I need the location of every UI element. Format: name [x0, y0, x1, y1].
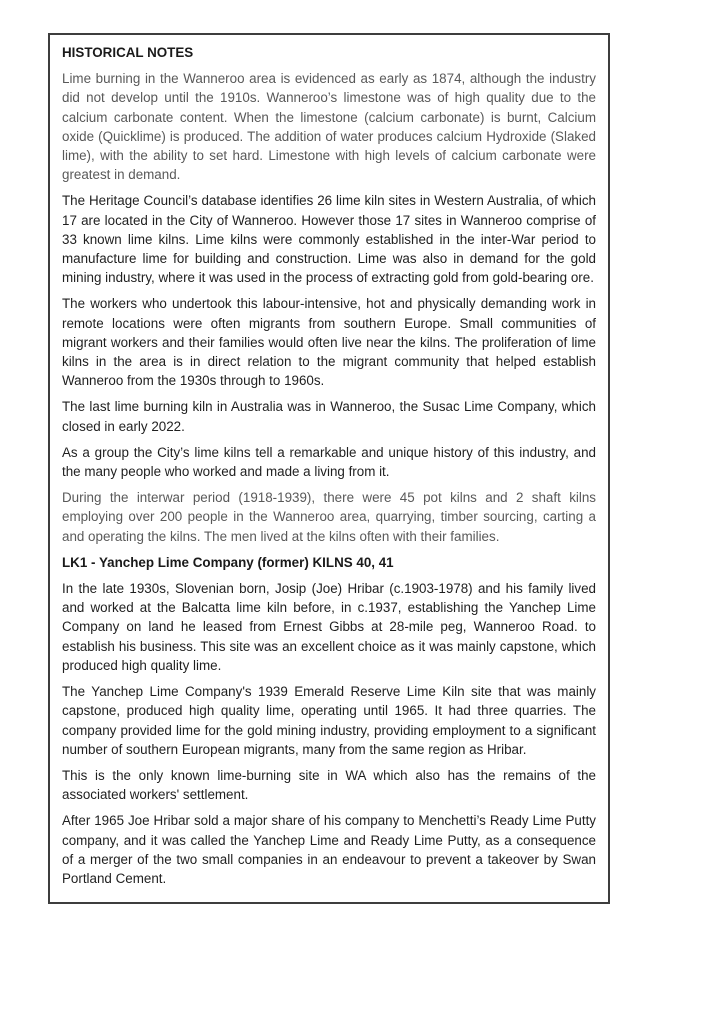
section-heading-lk1-yanchep: LK1 - Yanchep Lime Company (former) KILNS 40, 41	[62, 554, 394, 570]
historical-notes-box	[48, 33, 610, 904]
paragraph-workers-settlement: This is the only known lime-burning site in WA which also has the remains of the associated workers' settlement.	[62, 767, 596, 803]
paragraph-emerald-reserve-kiln: The Yanchep Lime Company's 1939 Emerald Reserve Lime Kiln site that was mainly capstone, produced high quality lime, operating until 1965. It had three quarries. The company provided lime for the gold mining industry, providing employment to a significant number of southern European migrants, many from the same region as Hribar.	[62, 684, 596, 757]
paragraph-interwar-period: During the interwar period (1918-1939), there were 45 pot kilns and 2 shaft kilns employing over 200 people in the Wanneroo area, quarrying, timber sourcing, carting a and operating the kilns. The men lived at the kilns often with their families.	[62, 490, 596, 544]
paragraph-last-lime-kiln: The last lime burning kiln in Australia was in Wanneroo, the Susac Lime Company, which closed in early 2022.	[62, 399, 596, 434]
paragraph-migrant-workers: The workers who undertook this labour-intensive, hot and physically demanding work in remote locations were often migrants from southern Europe. Small communities of migrant workers and their families would often live near the kilns. The proliferation of lime kilns in the area is in direct relation to the migrant community that helped establish Wanneroo from the 1930s through to 1960s.	[62, 296, 596, 389]
paragraph-heritage-council-database: The Heritage Council’s database identifies 26 lime kiln sites in Western Australia, of which 17 are located in the City of Wanneroo. However those 17 sites in Wanneroo comprise of 33 known lime kilns. Lime kilns were commonly established in the inter-War period to manufacture lime for building and construction. Lime was also in demand for the gold mining industry, where it was used in the process of extracting gold from gold-bearing ore.	[62, 193, 596, 286]
section-heading-historical-notes: HISTORICAL NOTES	[62, 45, 194, 60]
paragraph-city-kilns-history: As a group the City’s lime kilns tell a remarkable and unique history of this industry, and the many people who worked and made a living from it.	[62, 444, 596, 480]
paragraph-menchetti-merger: After 1965 Joe Hribar sold a major share of his company to Menchetti’s Ready Lime Putty company, and it was called the Yanchep Lime and Ready Lime Putty, as a consequence of a merger of the two small companies in an endeavour to prevent a takeover by Swan Portland Cement.	[62, 813, 596, 886]
paragraph-lime-burning-origins: Lime burning in the Wanneroo area is evidenced as early as 1874, although the industry did not develop until the 1910s. Wanneroo’s limestone was of high quality due to the calcium carbonate content. When the limestone (calcium carbonate) is burnt, Calcium oxide (Quicklime) is produced. The addition of water produces calcium Hydroxide (Slaked lime), with the ability to set hard. Limestone with high levels of calcium carbonate were greatest in demand.	[62, 71, 596, 183]
paragraph-hribar-family: In the late 1930s, Slovenian born, Josip (Joe) Hribar (c.1903-1978) and his family lived and worked at the Balcatta lime kiln before, in c.1937, establishing the Yanchep Lime Company on land he leased from Ernest Gibbs at 28-mile peg, Wanneroo Road. to establish his business. This site was an excellent choice as it was mainly capstone, which produced high quality lime.	[62, 581, 596, 673]
